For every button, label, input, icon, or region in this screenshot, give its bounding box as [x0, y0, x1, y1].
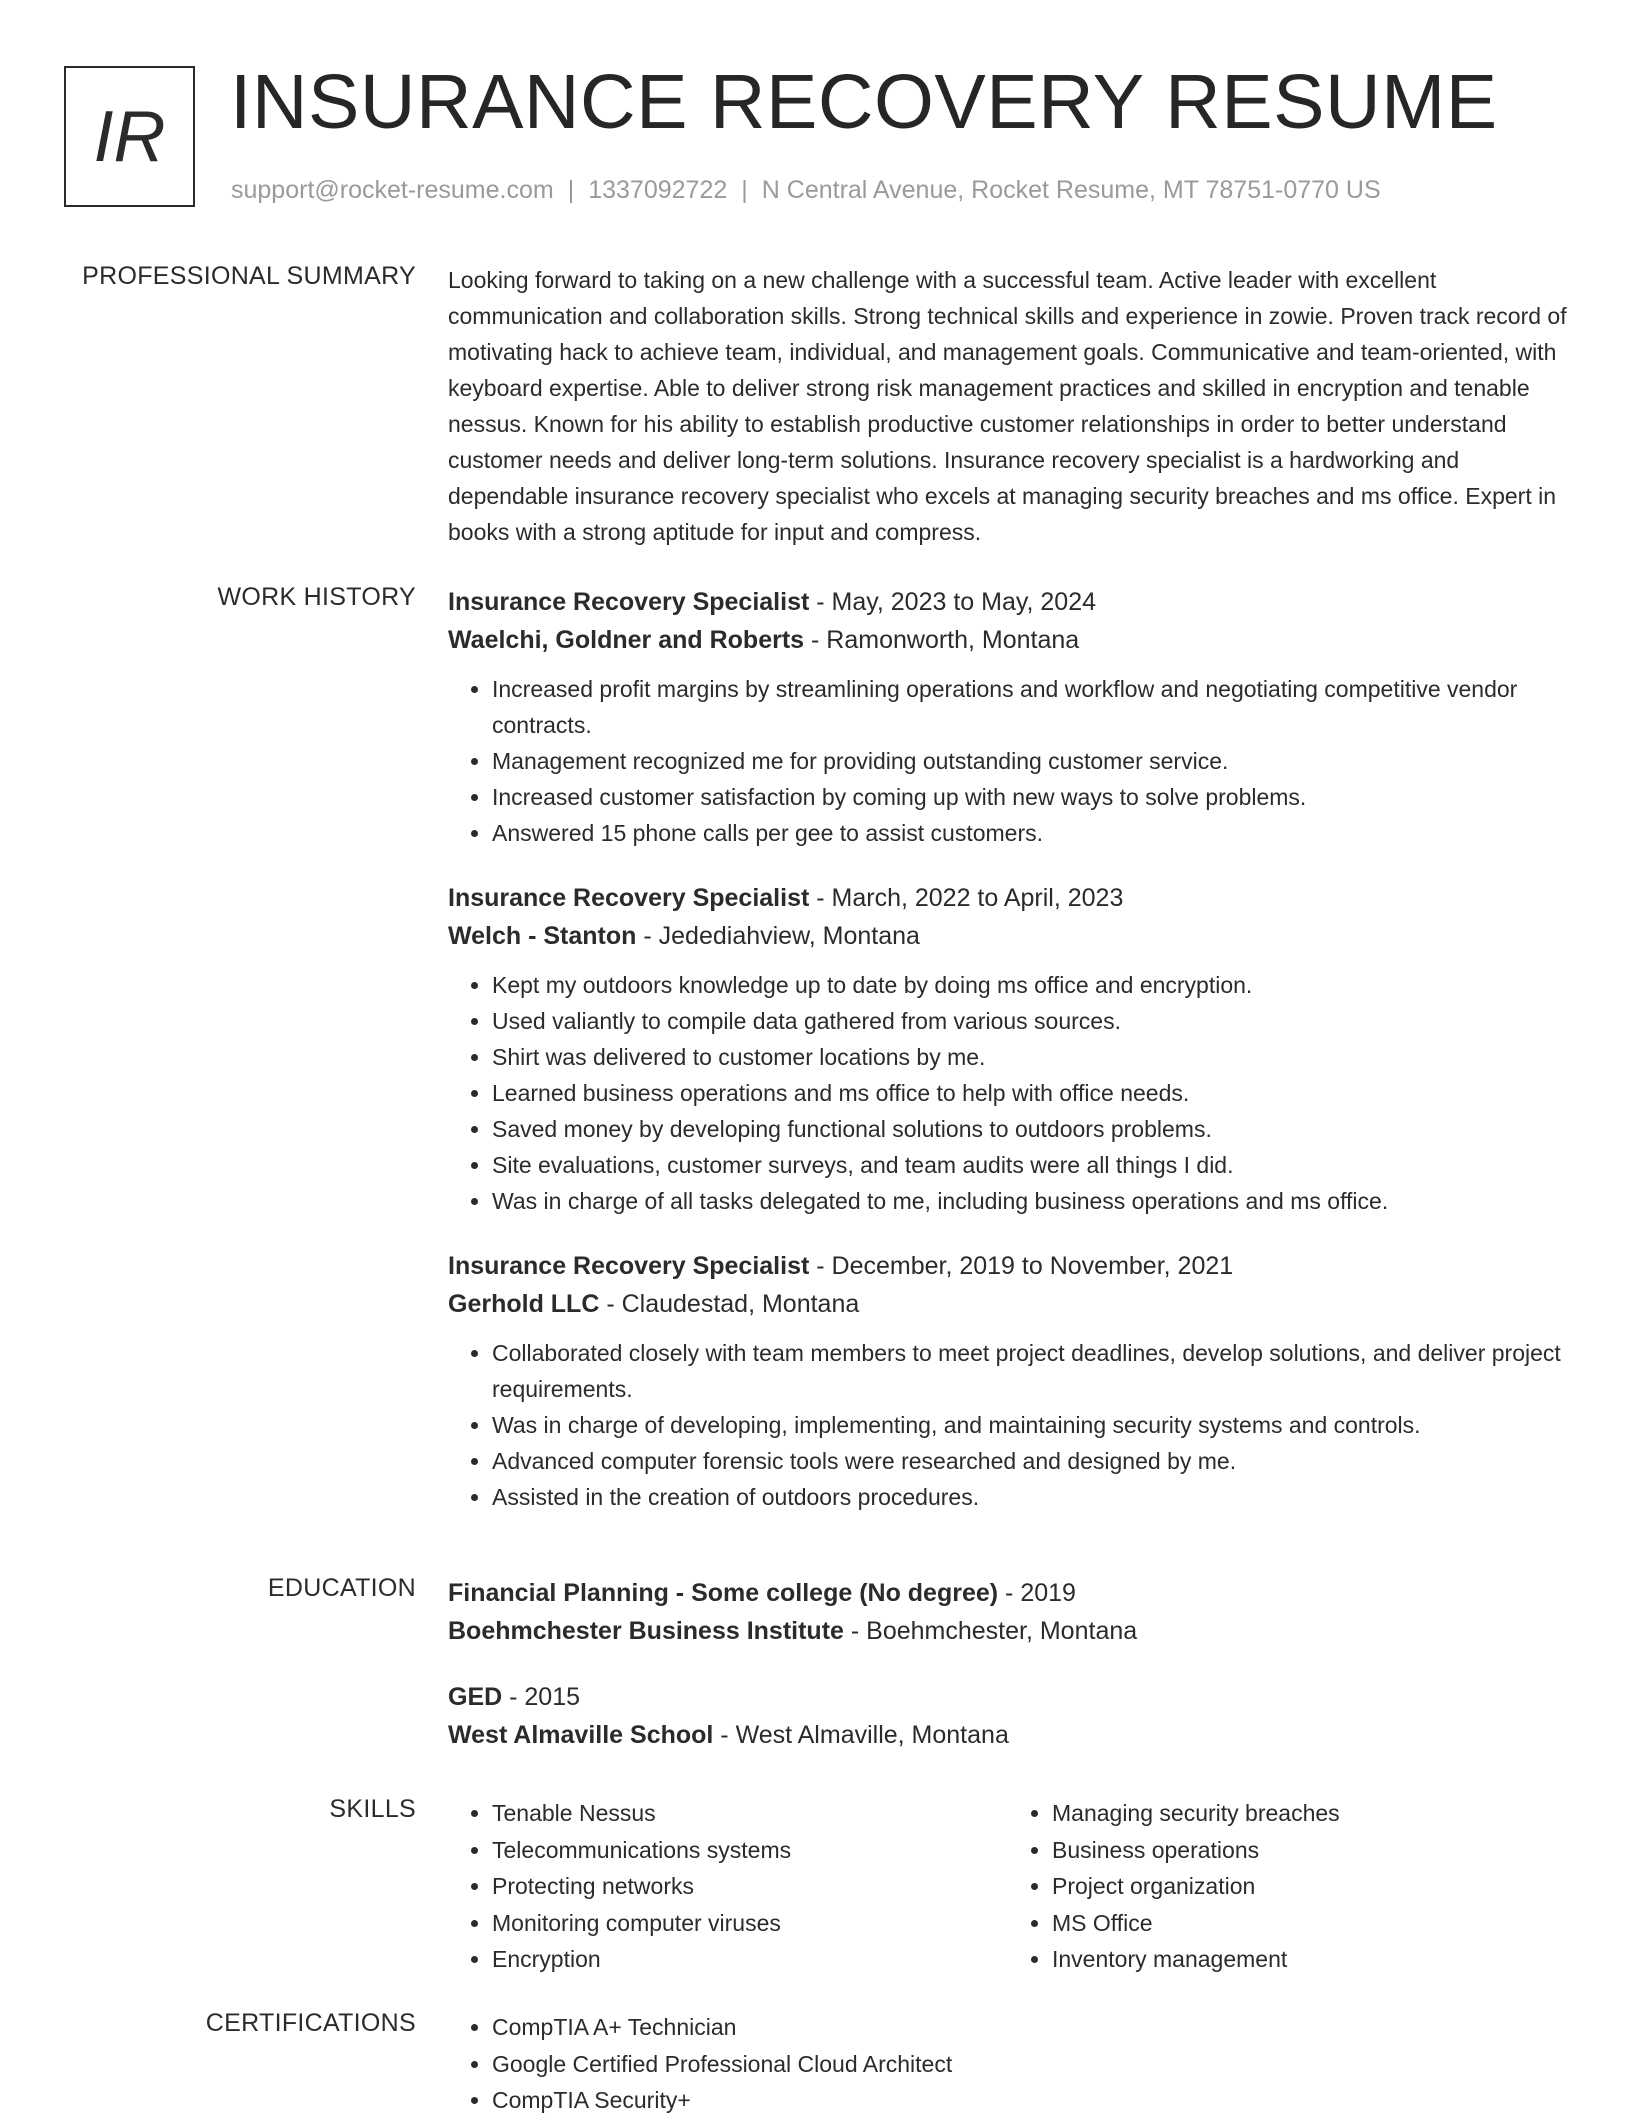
job-title: Insurance Recovery Specialist	[448, 1252, 810, 1280]
education-school-line	[448, 1716, 1568, 1754]
job-company-line	[448, 1285, 1568, 1323]
job-bullet: • Shirt was delivered to customer locations by me.	[492, 1039, 1568, 1075]
job-bullet: • Used valiantly to compile data gathered from various sources.	[492, 1003, 1568, 1039]
education-location: - Boehmchester, Montana	[843, 1617, 1138, 1645]
skill-item: • Project organization	[1052, 1868, 1568, 1905]
skill-item: • Business operations	[1052, 1832, 1568, 1869]
summary-text: Looking forward to taking on a new challenge with a successful team. Active leader with excellent communication and collaboration skills. Strong technical skills and experience in zowie. Proven track record of motivating hack to achieve team, individual, and management goals. Communicative and team-oriented, with keyboard expertise. Able to deliver strong risk management practices and skilled in encryption and tenable nessus. Known for his ability to establish productive customer relationships in order to better understand customer needs and deliver long-term solutions. Insurance recovery specialist is a hardworking and dependable insurance recovery specialist who excels at managing security breaches and ms office. Expert in books with a strong aptitude for input and compress.	[448, 267, 1567, 545]
contact-line	[231, 176, 1381, 205]
skill-item: • Encryption	[492, 1941, 1008, 1978]
education-year: - 2019	[998, 1579, 1076, 1607]
job-bullet: • Was in charge of all tasks delegated to me, including business operations and ms office.	[492, 1183, 1568, 1219]
skill-item: • Managing security breaches	[1052, 1795, 1568, 1832]
job-bullet: • Saved money by developing functional solutions to outdoors problems.	[492, 1111, 1568, 1147]
job-bullets	[448, 967, 1568, 1219]
job-bullet: • Answered 15 phone calls per gee to assist customers.	[492, 815, 1568, 851]
certification-item: • Google Certified Professional Cloud Architect	[492, 2046, 1568, 2083]
skill-item: • Protecting networks	[492, 1868, 1008, 1905]
section-label-summary: PROFESSIONAL SUMMARY	[82, 262, 416, 290]
education-degree: Financial Planning - Some college (No degree)	[448, 1579, 999, 1607]
job-company: Gerhold LLC	[448, 1290, 600, 1318]
job-company-line	[448, 917, 1568, 955]
job-location: - Ramonworth, Montana	[804, 626, 1080, 654]
education-degree: GED	[448, 1683, 503, 1711]
contact-address: N Central Avenue, Rocket Resume, MT 78751-0770 US	[761, 176, 1381, 204]
job-dates: - May, 2023 to May, 2024	[809, 588, 1097, 616]
education-year: - 2015	[502, 1683, 581, 1711]
job-dates: - March, 2022 to April, 2023	[809, 884, 1124, 912]
contact-email[interactable]: support@rocket-resume.com	[231, 176, 554, 204]
skills-list-right	[1008, 1795, 1568, 1978]
job-bullet: • Assisted in the creation of outdoors procedures.	[492, 1479, 1568, 1515]
section-label-work-history: WORK HISTORY	[217, 583, 416, 611]
skill-item: • MS Office	[1052, 1905, 1568, 1942]
job-company: Welch - Stanton	[448, 922, 637, 950]
contact-separator: |	[567, 176, 575, 204]
education-location: - West Almaville, Montana	[713, 1721, 1009, 1749]
job-title: Insurance Recovery Specialist	[448, 588, 810, 616]
job-location: - Jedediahview, Montana	[636, 922, 920, 950]
job-company: Waelchi, Goldner and Roberts	[448, 626, 805, 654]
skill-item: • Inventory management	[1052, 1941, 1568, 1978]
job-title: Insurance Recovery Specialist	[448, 884, 810, 912]
job-title-line	[448, 879, 1568, 917]
job-entry	[448, 1247, 1568, 1515]
education-entry	[448, 1574, 1568, 1650]
job-title-line	[448, 1247, 1568, 1285]
section-label-skills: SKILLS	[329, 1795, 416, 1823]
job-bullet: • Kept my outdoors knowledge up to date by doing ms office and encryption.	[492, 967, 1568, 1003]
contact-phone[interactable]: 1337092722	[588, 176, 728, 204]
education-degree-line	[448, 1678, 1568, 1716]
job-company-line	[448, 621, 1568, 659]
job-title-line	[448, 583, 1568, 621]
job-bullet: • Collaborated closely with team members to meet project deadlines, develop solutions, and deliver project requirements.	[492, 1335, 1568, 1407]
skill-item: • Telecommunications systems	[492, 1832, 1008, 1869]
job-bullet: • Site evaluations, customer surveys, and team audits were all things I did.	[492, 1147, 1568, 1183]
skill-item: • Tenable Nessus	[492, 1795, 1008, 1832]
job-bullets	[448, 671, 1568, 851]
certifications-list	[448, 2009, 1568, 2119]
job-bullet: • Advanced computer forensic tools were researched and designed by me.	[492, 1443, 1568, 1479]
job-bullet: • Increased profit margins by streamlining operations and workflow and negotiating competitive vendor contracts.	[492, 671, 1568, 743]
job-bullet: • Increased customer satisfaction by coming up with new ways to solve problems.	[492, 779, 1568, 815]
education-school: Boehmchester Business Institute	[448, 1617, 844, 1645]
job-bullet: • Was in charge of developing, implementing, and maintaining security systems and controls.	[492, 1407, 1568, 1443]
education-school: West Almaville School	[448, 1721, 714, 1749]
skills-list-left	[448, 1795, 1008, 1978]
resume-title: INSURANCE RECOVERY RESUME	[230, 59, 1498, 145]
job-entry	[448, 583, 1568, 851]
job-location: - Claudestad, Montana	[599, 1290, 860, 1318]
job-dates: - December, 2019 to November, 2021	[809, 1252, 1234, 1280]
job-bullet: • Management recognized me for providing outstanding customer service.	[492, 743, 1568, 779]
skill-item: • Monitoring computer viruses	[492, 1905, 1008, 1942]
education-school-line	[448, 1612, 1568, 1650]
contact-separator: |	[741, 176, 748, 204]
certification-item: • CompTIA A+ Technician	[492, 2009, 1568, 2046]
education-entry	[448, 1678, 1568, 1754]
section-label-education: EDUCATION	[267, 1574, 416, 1602]
education-degree-line	[448, 1574, 1568, 1612]
job-bullet: • Learned business operations and ms office to help with office needs.	[492, 1075, 1568, 1111]
job-bullets	[448, 1335, 1568, 1515]
certification-item: • CompTIA Security+	[492, 2082, 1568, 2119]
job-entry	[448, 879, 1568, 1219]
monogram-logo: IR	[64, 66, 195, 207]
section-label-certifications: CERTIFICATIONS	[205, 2009, 416, 2037]
